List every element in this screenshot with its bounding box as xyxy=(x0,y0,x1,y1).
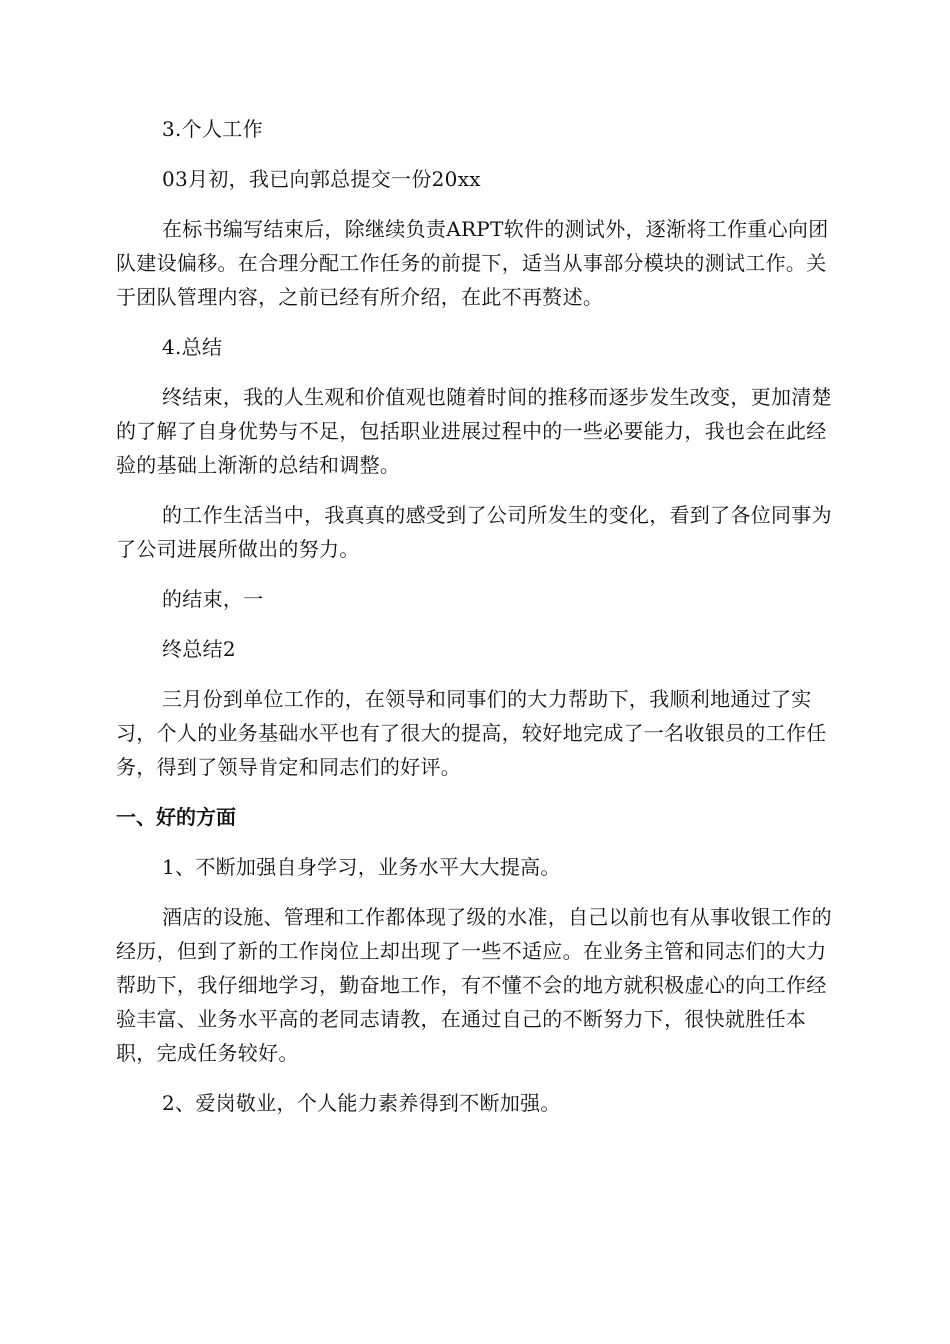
paragraph: 的工作生活当中，我真真的感受到了公司所发生的变化，看到了各位同事为了公司进展所做出的努力。 xyxy=(116,503,832,561)
section-title-summary-2: 终总结2 xyxy=(162,637,236,661)
list-item-heading: 2、爱岗敬业，个人能力素养得到不断加强。 xyxy=(162,1091,561,1115)
document-body xyxy=(116,112,834,1136)
list-item-heading: 1、不断加强自身学习，业务水平大大提高。 xyxy=(162,855,561,879)
section-title-summary: 4.总结 xyxy=(162,335,223,359)
paragraph: 酒店的设施、管理和工作都体现了级的水准，自己以前也有从事收银工作的经历，但到了新的工作岗位上却出现了一些不适应。在业务主管和同志们的大力帮助下，我仔细地学习，勤奋地工作，有不懂不会的地方就积极虚心的向工作经验丰富、业务水平高的老同志请教，在通过自己的不断努力下，很快就胜任本职，完成任务较好。 xyxy=(116,905,832,1065)
heading-good-aspects: 一、好的方面 xyxy=(116,805,236,829)
paragraph: 三月份到单位工作的，在领导和同事们的大力帮助下，我顺利地通过了实习，个人的业务基础水平也有了很大的提高，较好地完成了一名收银员的工作任务，得到了领导肯定和同志们的好评。 xyxy=(116,687,827,779)
paragraph: 在标书编写结束后，除继续负责ARPT软件的测试外，逐渐将工作重心向团队建设偏移。在合理分配工作任务的前提下，适当从事部分模块的测试工作。关于团队管理内容，之前已经有所介绍，在此不再赘述。 xyxy=(116,217,829,309)
paragraph: 终结束，我的人生观和价值观也随着时间的推移而逐步发生改变，更加清楚的了解了自身优势与不足，包括职业进展过程中的一些必要能力，我也会在此经验的基础上渐渐的总结和调整。 xyxy=(116,385,832,477)
paragraph: 03月初，我已向郭总提交一份20xx xyxy=(162,167,481,191)
section-title-personal-work: 3.个人工作 xyxy=(162,117,263,141)
paragraph: 的结束，一 xyxy=(162,587,264,611)
